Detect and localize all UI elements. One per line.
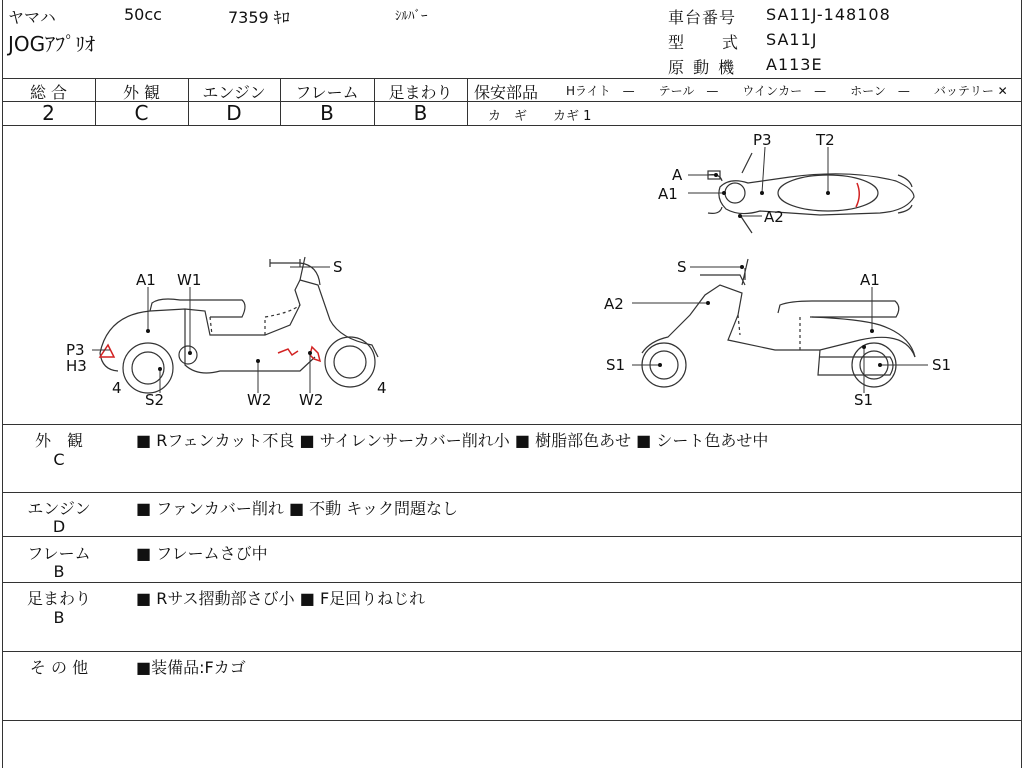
section-grade-exterior: C: [53, 450, 65, 469]
type: SA11J: [766, 30, 818, 49]
grade-header-overall: 総 合: [29, 83, 68, 102]
label-right-a1: A1: [860, 271, 880, 289]
label-right-s1a: S1: [606, 356, 626, 374]
label-top-a1: A1: [658, 185, 678, 203]
section-label-frame: フレーム: [27, 544, 91, 563]
section-line-0: [2, 424, 1022, 425]
section-text-engine: ■ ファンカバー削れ ■ 不動 キック問題なし: [136, 499, 458, 518]
section-grade-engine: D: [52, 517, 66, 536]
label-left-p3: P3: [66, 341, 85, 359]
grade-header-engine: エンジン: [202, 83, 266, 102]
label-right-s: S: [677, 258, 687, 276]
type-label: 型 式: [668, 33, 741, 52]
label-right-s1b: S1: [932, 356, 952, 374]
label-left-4b: 4: [377, 379, 387, 397]
grade-value-engine: D: [226, 101, 242, 125]
grade-divider-5: [467, 78, 468, 125]
section-line-5: [2, 720, 1022, 721]
grade-value-overall: 2: [42, 101, 55, 125]
label-left-s: S: [333, 258, 343, 276]
label-left-w2a: W2: [247, 391, 272, 409]
displacement: 50cc: [124, 5, 162, 24]
mileage: 7359 ｷﾛ: [228, 8, 290, 27]
frame-no-label: 車台番号: [668, 8, 737, 27]
engine-label: 原 動 機: [668, 58, 737, 77]
section-grade-suspension: B: [53, 608, 65, 627]
grade-value-suspension: B: [413, 101, 428, 125]
label-left-4a: 4: [112, 379, 122, 397]
section-label-exterior: 外 観: [34, 431, 83, 450]
grade-value-exterior: C: [134, 101, 149, 125]
label-left-s2: S2: [145, 391, 165, 409]
section-text-suspension: ■ Rサス摺動部さび小 ■ F足回りねじれ: [136, 589, 426, 608]
label-right-a2: A2: [604, 295, 624, 313]
section-grade-frame: B: [53, 562, 65, 581]
scooter-top-view: [708, 153, 914, 233]
label-right-s1c: S1: [854, 391, 874, 409]
label-left-h3: H3: [66, 357, 87, 375]
label-top-a: A: [672, 166, 683, 184]
section-text-frame: ■ フレームさび中: [136, 544, 268, 563]
safety-key: カ ギ カギ 1: [488, 109, 592, 124]
grade-header-frame: フレーム: [295, 83, 359, 102]
grade-header-exterior: 外 観: [122, 83, 161, 102]
safety-items: Hライト — テール — ウインカー — ホーン — バッテリー ✕: [566, 84, 1008, 98]
label-left-w1: W1: [177, 271, 202, 289]
section-line-3: [2, 582, 1022, 583]
color: ｼﾙﾊﾞｰ: [395, 9, 428, 24]
section-text-exterior: ■ Rフェンカット不良 ■ サイレンサーカバー削れ小 ■ 樹脂部色あせ ■ シート色あせ中: [136, 431, 769, 450]
label-top-a2: A2: [764, 208, 784, 226]
maker: ヤマハ: [8, 8, 56, 27]
section-line-4: [2, 651, 1022, 652]
grade-header-suspension: 足まわり: [388, 83, 453, 102]
grade-value-frame: B: [320, 101, 334, 125]
section-label-suspension: 足まわり: [26, 589, 91, 608]
engine: A113E: [766, 55, 823, 74]
damage-diagram: [0, 125, 1024, 425]
section-line-2: [2, 536, 1022, 537]
label-left-a1: A1: [136, 271, 156, 289]
model-name: JOGｱﾌﾟﾘｵ: [8, 32, 96, 56]
frame-no: SA11J-148108: [766, 5, 891, 24]
label-top-p3: P3: [753, 131, 772, 149]
safety-label: 保安部品: [474, 83, 539, 102]
section-text-other: ■装備品:Fカゴ: [136, 658, 246, 677]
label-top-t2: T2: [816, 131, 835, 149]
section-label-other: そ の 他: [29, 658, 89, 677]
section-label-engine: エンジン: [27, 499, 91, 518]
grade-top-line: [2, 78, 1022, 79]
section-line-1: [2, 492, 1022, 493]
label-left-w2b: W2: [299, 391, 324, 409]
